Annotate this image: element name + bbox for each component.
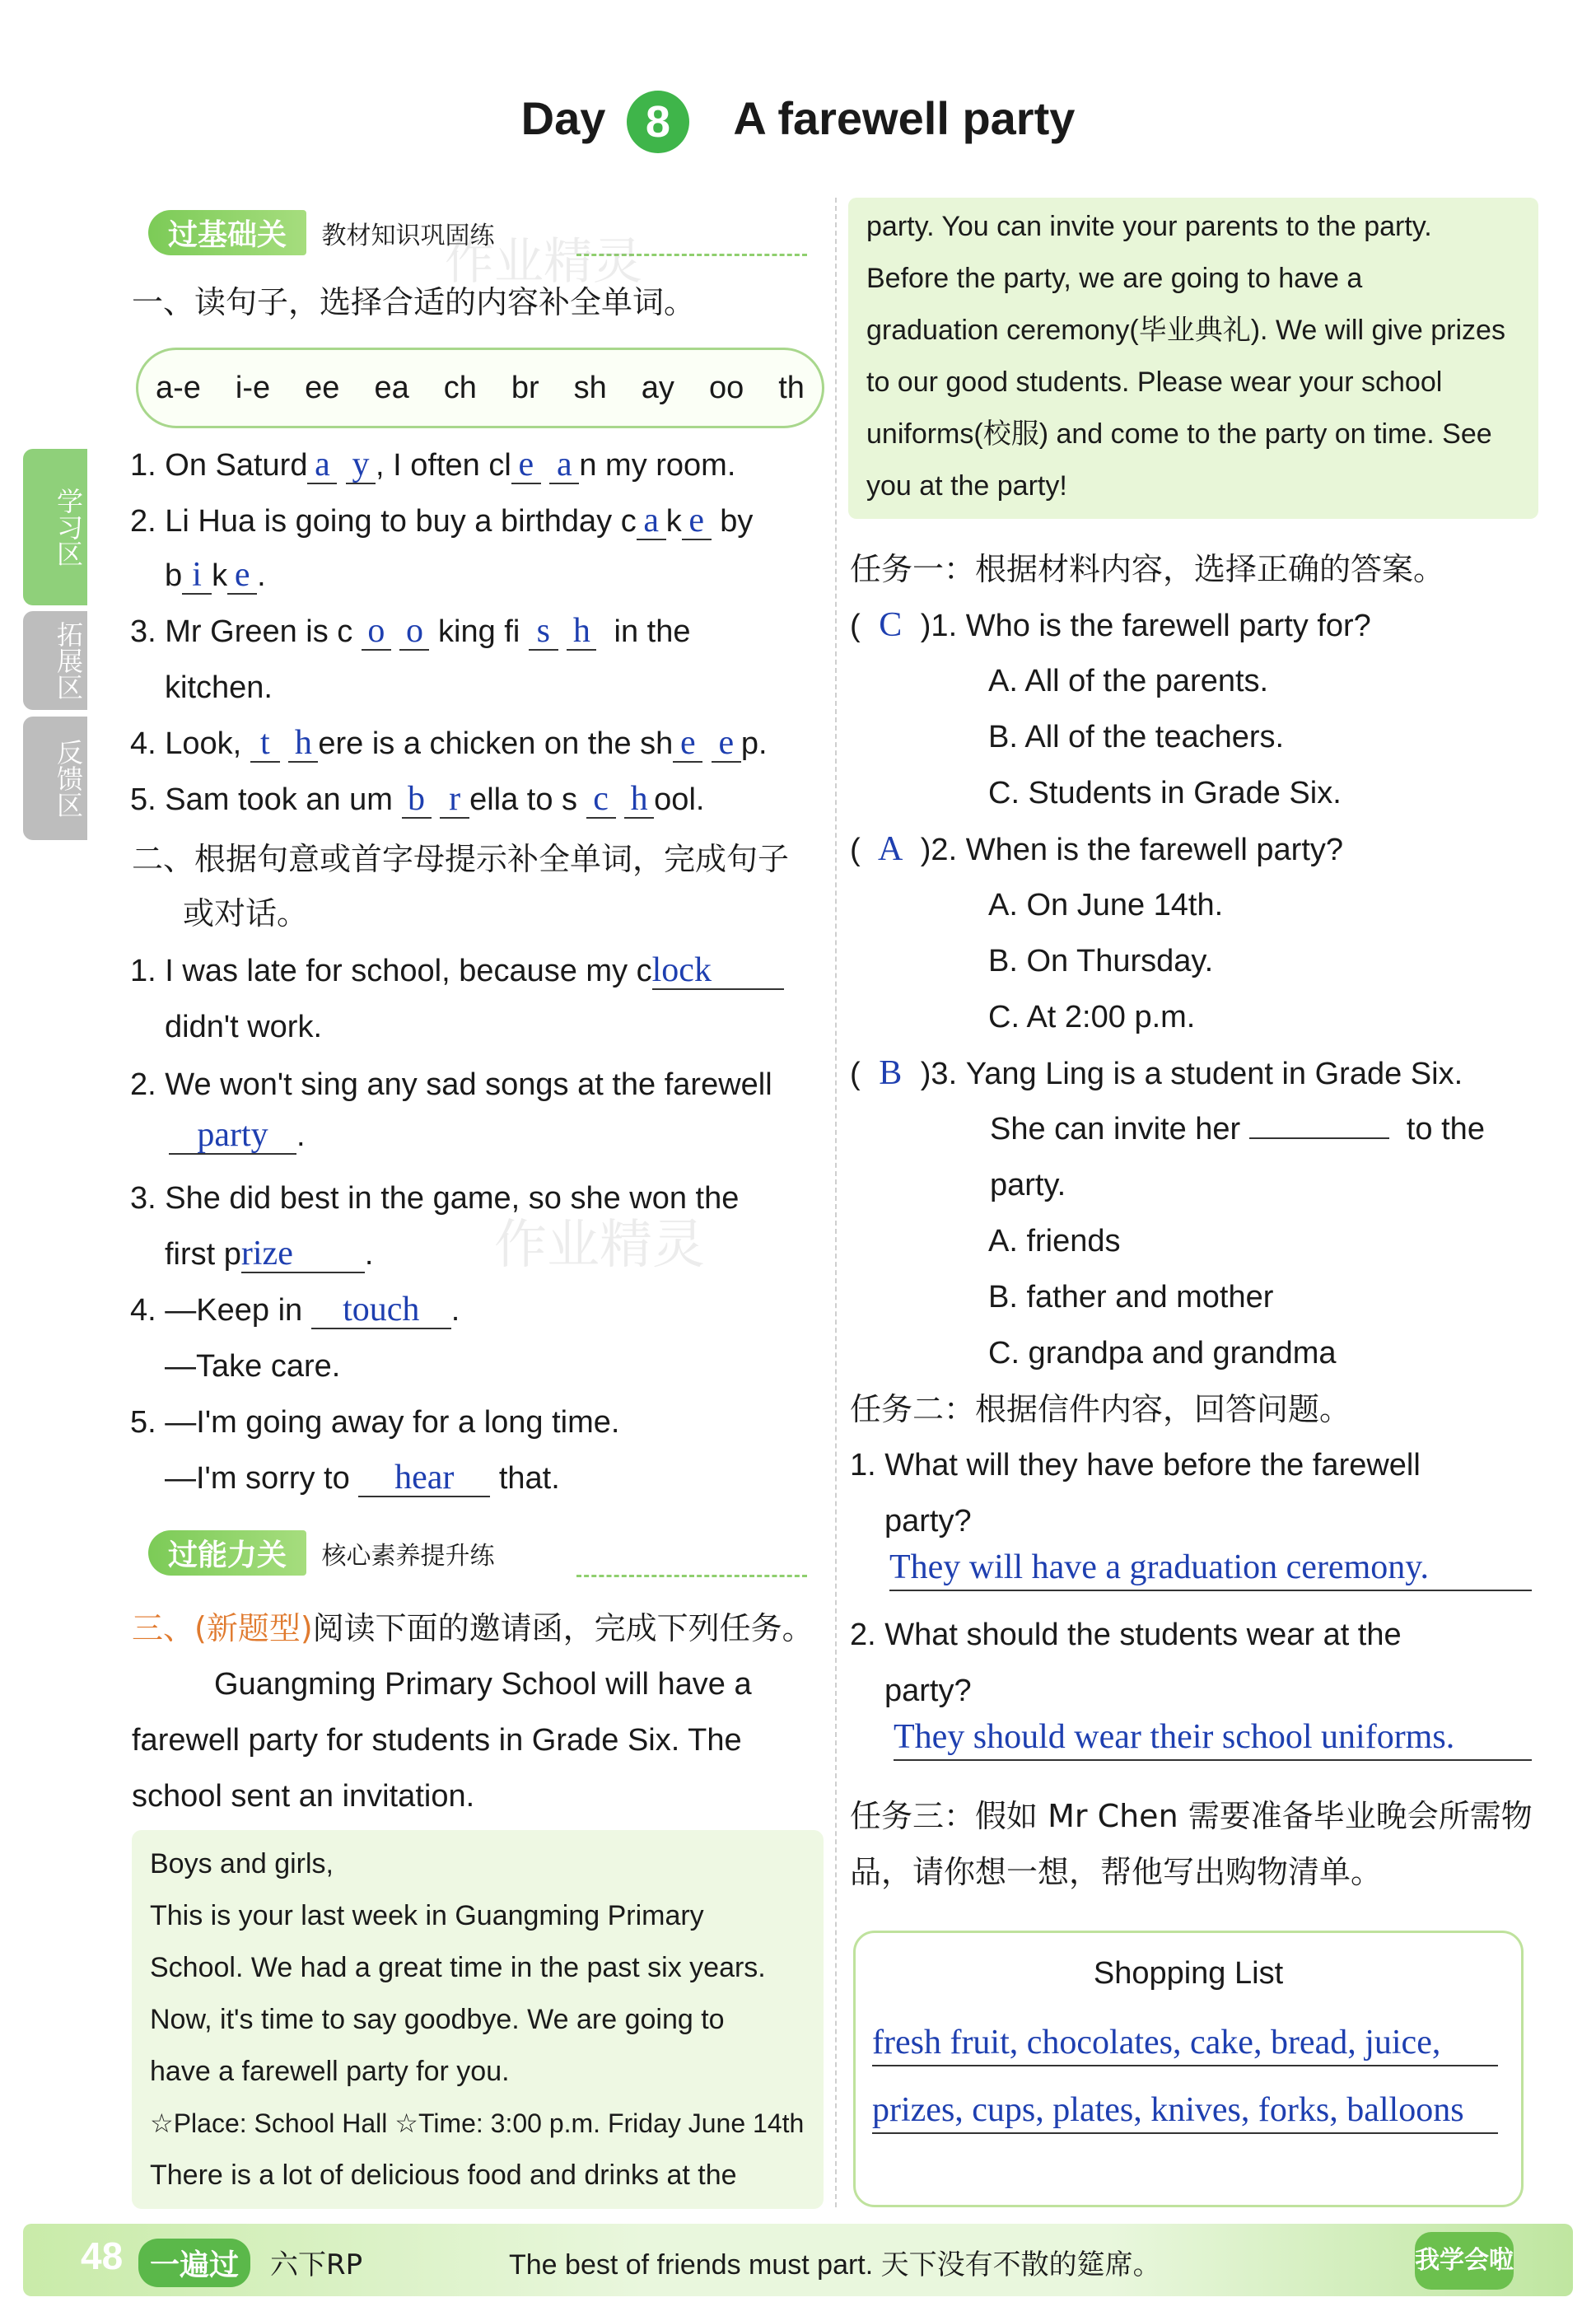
answer-blank[interactable]: o: [362, 613, 391, 651]
question-text: She can invite her: [990, 1112, 1241, 1146]
invitation-letter-continued: [848, 198, 1538, 519]
question-number: 4.: [130, 1293, 156, 1328]
question-number: 1.: [850, 1448, 876, 1483]
part2-question-4: [130, 1288, 460, 1333]
part2-question-2-cont: [169, 1114, 306, 1158]
shopping-list-box: [853, 1931, 1524, 2207]
choice-answer[interactable]: B: [879, 1054, 903, 1092]
question-number: 1.: [130, 448, 156, 483]
watermark: 作业精灵: [494, 1215, 705, 1276]
task2-question-2: [850, 1613, 1402, 1657]
question-text: She did best in the game, so she won the: [165, 1181, 740, 1216]
letter-line: Now, it's time to say goodbye. We are going to: [150, 2004, 725, 2035]
choice-answer[interactable]: C: [879, 606, 903, 644]
question-text: p.: [740, 726, 768, 761]
lesson-title: A farewell party: [733, 91, 1076, 144]
question-number: )1.: [920, 609, 958, 643]
answer-blank[interactable]: party: [169, 1117, 296, 1155]
question-text: ere is a chicken on the sh: [318, 726, 674, 761]
letter-line: School. We had a great time in the past six years.: [150, 1952, 766, 1983]
answer-blank[interactable]: h: [624, 781, 654, 819]
task3-heading: 任务三：假如 Mr Chen 需要准备毕业晚会所需物: [850, 1798, 1533, 1834]
question-text: We won't sing any sad songs at the farewell: [165, 1067, 772, 1102]
section-tag: 过能力关: [148, 1530, 306, 1576]
part1-question-3: [130, 609, 691, 654]
question-number: 1.: [130, 954, 156, 988]
question-text: by: [720, 504, 754, 539]
answer-blank[interactable]: s: [529, 613, 558, 651]
section-tag: 过基础关: [148, 210, 306, 255]
question-number: )2.: [920, 833, 958, 867]
part1-question-5: [130, 777, 704, 822]
question-text: k: [212, 558, 228, 593]
option-list: [138, 350, 822, 426]
part1-question-3-cont: kitchen.: [165, 670, 273, 705]
question-text: ella to s: [469, 782, 578, 817]
part3-heading: [132, 1606, 814, 1651]
letter-line: uniforms(校服) and come to the party on time. See: [866, 418, 1492, 450]
option-item: ch: [443, 370, 477, 405]
question-text: king fi: [438, 614, 520, 649]
question-text: —Keep in: [165, 1293, 303, 1328]
task3-heading-cont: 品，请你想一想，帮他写出购物清单。: [850, 1854, 1383, 1890]
side-tab-study[interactable]: 学习区: [23, 449, 87, 605]
task2-heading: 任务二：根据信件内容，回答问题。: [850, 1391, 1351, 1427]
answer-line[interactable]: They should wear their school uniforms.: [894, 1715, 1532, 1761]
part1-question-2-cont: [165, 553, 266, 598]
answer-blank[interactable]: y: [346, 446, 376, 484]
choice-option[interactable]: A. friends: [988, 1224, 1121, 1258]
part1-heading: 一、读句子，选择合适的内容补全单词。: [132, 284, 696, 320]
letter-line: have a farewell party for you.: [150, 2056, 510, 2087]
answer-blank[interactable]: t: [250, 725, 280, 763]
question-text: n my room.: [579, 448, 736, 483]
intro-line-1: Guangming Primary School will have a: [214, 1667, 752, 1702]
question-text: Mr Green is c: [165, 614, 353, 649]
learned-badge[interactable]: 我学会啦: [1415, 2232, 1514, 2290]
question-text: When is the farewell party?: [965, 833, 1344, 867]
option-item: th: [778, 370, 805, 405]
section-subtitle: 核心素养提升练: [321, 1541, 495, 1571]
choice-option[interactable]: B. On Thursday.: [988, 944, 1214, 978]
choice-option[interactable]: B. All of the teachers.: [988, 720, 1285, 754]
question-text: in the: [614, 614, 691, 649]
task2-question-1: [850, 1443, 1421, 1487]
answer-blank[interactable]: h: [567, 613, 596, 651]
question-text: Look,: [165, 726, 242, 761]
question-number: 2.: [850, 1618, 876, 1652]
question-text: .: [296, 1118, 306, 1153]
question-number: )3.: [920, 1057, 958, 1091]
task1-question-3-cont: [990, 1107, 1485, 1151]
option-box: [136, 348, 824, 428]
answer-blank[interactable]: a: [307, 446, 337, 484]
answer-blank[interactable]: r: [440, 781, 469, 819]
question-text: Yang Ling is a student in Grade Six.: [965, 1057, 1463, 1091]
answer-line[interactable]: They will have a graduation ceremony.: [889, 1545, 1532, 1591]
question-text: What will they have before the farewell: [884, 1448, 1421, 1483]
side-tab-feedback[interactable]: 反馈区: [23, 717, 87, 840]
option-item: ee: [305, 370, 340, 405]
letter-line: This is your last week in Guangming Primary: [150, 1900, 704, 1931]
answer-blank[interactable]: e: [673, 725, 702, 763]
choice-option[interactable]: C. Students in Grade Six.: [988, 776, 1342, 810]
shopping-list-line[interactable]: fresh fruit, chocolates, cake, bread, juice,: [872, 2020, 1498, 2066]
question-text: to the: [1406, 1112, 1485, 1146]
intro-line-3: school sent an invitation.: [132, 1779, 475, 1814]
part2-heading: 二、根据句意或首字母提示补全单词，完成句子: [132, 841, 790, 877]
question-number: 4.: [130, 726, 156, 761]
task1-question-2: ( A )2. When is the farewell party?: [850, 827, 1343, 872]
shopping-list-line[interactable]: prizes, cups, plates, knives, forks, balloons: [872, 2088, 1498, 2134]
letter-line: party. You can invite your parents to the party.: [866, 211, 1432, 242]
choice-answer[interactable]: A: [878, 830, 903, 868]
part2-question-5: [130, 1400, 619, 1445]
footer-motto: The best of friends must part. 天下没有不散的筵席。: [509, 2249, 1161, 2281]
part1-question-2: [130, 499, 753, 544]
letter-line: graduation ceremony(毕业典礼). We will give prizes: [866, 315, 1505, 346]
choice-option[interactable]: C. At 2:00 p.m.: [988, 1000, 1196, 1034]
choice-option[interactable]: B. father and mother: [988, 1280, 1274, 1314]
task1-question-1: ( C )1. Who is the farewell party for?: [850, 603, 1371, 648]
intro-line-2: farewell party for students in Grade Six. The: [132, 1723, 742, 1758]
letter-line: ☆Place: School Hall ☆Time: 3:00 p.m. Friday June 14th: [150, 2108, 805, 2138]
question-text: .: [364, 1237, 374, 1272]
letter-line: There is a lot of delicious food and drinks at the: [150, 2160, 737, 2191]
watermark: 作业精灵: [445, 233, 642, 291]
column-divider: [835, 198, 837, 2207]
page-number: 48: [81, 2234, 124, 2277]
question-number: 5.: [130, 782, 156, 817]
question-text: .: [450, 1293, 460, 1328]
question-number: 3.: [130, 1181, 156, 1216]
question-text: ool.: [654, 782, 705, 817]
question-text: b: [165, 558, 183, 593]
answer-blank[interactable]: h: [288, 725, 318, 763]
answer-blank[interactable]: hear: [358, 1459, 490, 1497]
option-item: ay: [641, 370, 674, 405]
question-text: that.: [498, 1461, 560, 1496]
option-item: oo: [708, 370, 744, 405]
option-item: a-e: [156, 370, 201, 405]
side-tab-extend[interactable]: 拓展区: [23, 611, 87, 710]
answer-blank[interactable]: lock: [652, 952, 784, 990]
option-item: ea: [374, 370, 409, 405]
part2-question-5-reply: [165, 1456, 560, 1501]
part-number: 三、: [132, 1610, 195, 1646]
page-footer: [23, 2224, 1573, 2296]
question-text: —I'm sorry to: [165, 1461, 350, 1496]
day-number-badge: 8: [627, 91, 689, 153]
shopping-list-title: Shopping List: [1093, 1956, 1284, 1991]
section-subtitle: 教材知识巩固练: [321, 221, 495, 250]
grade-label: 六下RP: [270, 2248, 363, 2281]
question-text: , I often cl: [376, 448, 511, 483]
letter-line: you at the party!: [866, 470, 1067, 502]
question-text: Li Hua is going to buy a birthday c: [165, 504, 637, 539]
part1-question-1: [130, 443, 735, 488]
part2-question-1-cont: didn't work.: [165, 1010, 323, 1044]
answer-blank[interactable]: rize: [241, 1235, 365, 1273]
question-text: On Saturd: [165, 448, 308, 483]
answer-blank[interactable]: i: [182, 557, 212, 595]
question-text: —I'm going away for a long time.: [165, 1405, 620, 1440]
part1-question-4: [130, 721, 768, 766]
day-label: Day: [520, 91, 606, 144]
series-name: 一遍过: [138, 2239, 250, 2287]
part2-question-1: [130, 949, 784, 993]
page-title: [0, 91, 1596, 173]
question-text: .: [257, 558, 266, 593]
question-number: 5.: [130, 1405, 156, 1440]
task2-question-2-cont: party?: [884, 1674, 972, 1708]
answer-blank[interactable]: e: [682, 502, 712, 540]
option-item: sh: [573, 370, 607, 405]
task2-question-1-cont: party?: [884, 1504, 972, 1539]
answer-blank[interactable]: o: [399, 613, 429, 651]
question-text: first p: [165, 1237, 241, 1272]
question-text: k: [665, 504, 682, 539]
question-text: What should the students wear at the: [884, 1618, 1402, 1652]
letter-line: Before the party, we are going to have a: [866, 263, 1363, 294]
option-item: i-e: [235, 370, 271, 405]
letter-line: Boys and girls,: [150, 1848, 334, 1879]
answer-blank[interactable]: a: [549, 446, 579, 484]
answer-blank[interactable]: e: [227, 557, 257, 595]
part2-question-3-cont: [165, 1232, 373, 1277]
invitation-letter: [132, 1830, 824, 2209]
new-type-badge: (新题型): [194, 1610, 313, 1646]
question-number: 2.: [130, 1067, 156, 1102]
answer-blank[interactable]: c: [586, 781, 616, 819]
banner-dashed-line: [576, 1575, 807, 1577]
task1-question-3-cont2: party.: [990, 1168, 1066, 1202]
section-banner-ability: [148, 1530, 824, 1576]
option-item: br: [511, 370, 539, 405]
part2-heading-cont: 或对话。: [183, 895, 309, 932]
answer-blank[interactable]: e: [511, 446, 541, 484]
answer-blank[interactable]: a: [637, 502, 666, 540]
answer-blank[interactable]: e: [712, 725, 741, 763]
task1-question-3: ( B )3. Yang Ling is a student in Grade Six.: [850, 1051, 1463, 1096]
answer-blank[interactable]: [1249, 1137, 1389, 1139]
question-number: 3.: [130, 614, 156, 649]
letter-line: to our good students. Please wear your school: [866, 367, 1443, 398]
question-text: I was late for school, because my c: [165, 954, 652, 988]
choice-option[interactable]: A. On June 14th.: [988, 888, 1224, 922]
question-number: 2.: [130, 504, 156, 539]
choice-option[interactable]: A. All of the parents.: [988, 664, 1269, 698]
part2-question-4-reply: —Take care.: [165, 1349, 341, 1384]
heading-text: 阅读下面的邀请函，完成下列任务。: [312, 1610, 814, 1646]
task1-heading: 任务一：根据材料内容，选择正确的答案。: [850, 551, 1445, 587]
question-text: Sam took an um: [165, 782, 393, 817]
part2-question-2: [130, 1062, 772, 1107]
answer-blank[interactable]: b: [402, 781, 432, 819]
answer-blank[interactable]: touch: [311, 1291, 451, 1329]
question-text: Who is the farewell party for?: [965, 609, 1371, 643]
choice-option[interactable]: C. grandpa and grandma: [988, 1336, 1337, 1370]
